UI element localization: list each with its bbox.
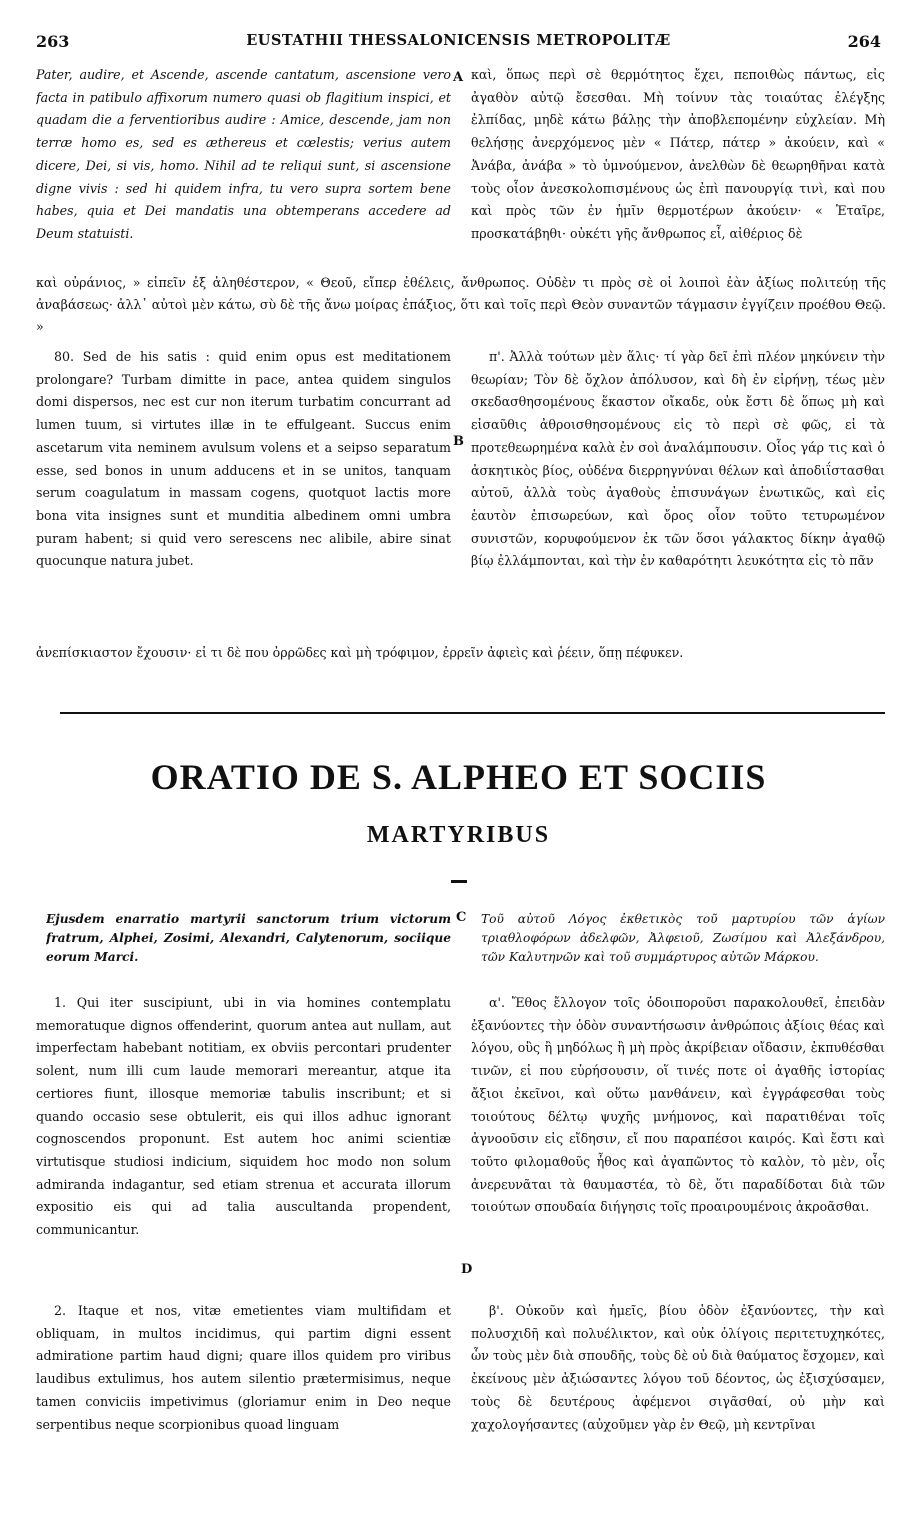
latin-text: 2. Itaque et nos, vitæ emetientes viam multifidam et obliquam, in multos incidimus, qui partim digni essent admiratione partim haud digni; quare illos quidem pro viribus laudibus extulimus, hos autem silentio prætermisimus, neque tamen conviciis impetivimus (gloriamur enim in Deo neque serpentibus neque scorpionibus quoad linguam bbox=[36, 1303, 451, 1432]
page-number-left: 263 bbox=[36, 32, 70, 51]
margin-marker-b: B bbox=[453, 434, 464, 449]
oration-subtitle: MARTYRIBUS bbox=[366, 822, 551, 848]
greek-paragraph-intro bbox=[471, 64, 885, 270]
latin-text: Ejusdem enarratio martyrii sanctorum trium victorum fratrum, Alphei, Zosimi, Alexandri, Calytenorum, sociique eorum Marci. bbox=[46, 912, 451, 964]
greek-text: β'. Οὐκοῦν καὶ ἡμεῖς, βίου ὁδὸν ἐξανύοντες, τὴν καὶ πολυσχιδῆ καὶ πολυέλικτον, καὶ οὐκ ὀλίγοις περιτετυχηκότες, ὧν τοὺς μὲν διὰ σπουδῆς, τοὺς δὲ οὐ διὰ θαύματος ἔσχομεν, καὶ ἐκείνους μὲν ἀξιώσαντες λόγου τοῦ δέοντος, ὡς ἐξισχύσαμεν, τοὺς δὲ δευτέρους ἀφέμενοι σιγᾶσθαί, οὐ μὴν καὶ χαχολογήσαντες (αὐχοῦμεν γὰρ ἐν Θεῷ, μὴ κεντρῖναι bbox=[471, 1303, 885, 1432]
latin-paragraph-1 bbox=[36, 992, 451, 1297]
margin-marker-c: C bbox=[456, 910, 467, 925]
greek-paragraph-1 bbox=[471, 992, 885, 1297]
greek-text: καὶ οὐράνιος, » εἰπεῖν ἐξ ἀληθέστερον, « Θεοῦ, εἴπερ ἐθέλεις, ἄνθρωπος. Οὐδὲν τι πρὸς σὲ οἱ λοιποὶ ἐὰν ἀξίως πολιτεύῃ τῆς ἀναβάσεως· ἀλλ᾽ αὐτοὶ μὲν κάτω, σὺ δὲ τῆς ἄνω μοίρας ἐπάξιος, ὅτι καὶ τοῖς περὶ Θεὸν συναντῶν τάγμασιν ἐγγίζειν προέθου Θεῷ. » bbox=[36, 275, 886, 334]
running-header: EUSTATHII THESSALONICENSIS METROPOLITÆ bbox=[246, 32, 671, 49]
greek-text: α'. Ἔθος ἔλλογον τοῖς ὁδοιποροῦσι παρακολουθεῖ, ἐπειδὰν ἐξανύοντες τὴν ὁδὸν συναντήσωσιν ἀνθρώποις ἀξίοις θέας καὶ λόγου, οὓς ἢ μηδόλως ἢ μὴ πρὸς ἀκρίβειαν οἴδασιν, ἐκπυθέσθαι τινῶν, εἰ που εὑρήσουσιν, οἵ τινές ποτε οἱ ἀγαθῆς ἱστορίας ἄξιοι ἐκεῖνοι, καὶ οὕτω μανθάνειν, καὶ ἐγγράφεσθαι τοὺς τοιούτους δέλτῳ ψυχῆς μνήμονος, καὶ παρατιθέναι τοῖς ἀγνοοῦσιν εἰς εἴδησιν, εἴ που παραπέσοι καιρός. Καὶ ἔστι καὶ τοῦτο φιλομαθοῦς ἦθος καὶ ἀγαπῶντος τὸ καλὸν, τὸ μὲν, οἷς ἀνερευνᾶται τὰ θαυμαστέα, τὸ δὲ, ὅτι παραδίδοται διὰ τῶν τοιούτων σπουδαία διήγησις τοῖς προαιρουμένοις ἀκροᾶσθαι. bbox=[471, 995, 885, 1215]
greek-paragraph-80 bbox=[471, 346, 885, 642]
latin-paragraph-2 bbox=[36, 1300, 451, 1528]
greek-text: ἀνεπίσκιαστον ἔχουσιν· εἰ τι δὲ που ὀρρῶδες καὶ μὴ τρόφιμον, ἐρρεῖν ἀφιεὶς καὶ ῥέειν, ὅπῃ πέφυκεν. bbox=[36, 645, 684, 660]
margin-marker-d: D bbox=[461, 1262, 473, 1277]
latin-text: 80. Sed de his satis : quid enim opus est meditationem prolongare? Turbam dimitte in pace, antea quidem singulos domi dispersos, nec est cur non iterum turbatim concurrant ad lumen tuum, si virtutes illæ in te effulgeant. Succus enim ascetarum vita neminem avulsum volens et a seipso separatum esse, sed bonos in unum adducens et in se unitos, tanquam serum coagulatum in massam cogens, quotquot lactis more bona vita insignes sunt et munditia albedinem omni umbra puram habent; si quid vero serescens nec alibile, abire sinat quocunque natura jubet. bbox=[36, 349, 451, 569]
latin-paragraph-intro bbox=[36, 64, 451, 270]
page-number-right: 264 bbox=[847, 32, 881, 51]
section-divider bbox=[60, 712, 885, 714]
title-dash bbox=[451, 880, 467, 883]
greek-spanning-line-1 bbox=[36, 272, 886, 338]
greek-text: καὶ, ὅπως περὶ σὲ θερμότητος ἔχει, πεποιθὼς πάντως, εἰς ἀγαθὸν αὐτῷ ἔσεσθαι. Μὴ τοίνυν τὰς τοιαύτας ἐλέγξης ἐλπίδας, μηδὲ κάτω βάλῃς τὴν ἀποβλεπομένην εὐχλείαν. Μὴ θελήσῃς ἀνερχόμενος μὲν « Πάτερ, πάτερ » ἀκούειν, καὶ « Ἀνάβα, ἀνάβα » τὸ ὑμνούμενον, ἀνελθὼν δὲ θεωρηθῆναι κατὰ τοὺς οἷον ἀνεσκολοπισμένους ὡς ἐπὶ πανουργίᾳ τινὶ, καὶ που καὶ πρὸς τῶν ἐν ἡμῖν θερμοτέρων ἀκούειν· « Ἑταῖρε, προσκατάβηθι· οὐκέτι γῆς ἄνθρωπος εἶ, αἰθέριος δὲ bbox=[471, 67, 885, 241]
latin-text: 1. Qui iter suscipiunt, ubi in via homines contemplatu memoratuque dignos offenderint, quorum antea aut nullam, aut imperfectam habebant notitiam, ex obviis percontari prudenter solent, num illi cum laude memorari mereantur, atque ita certiores fiunt, illosque memoriæ tabulis inscribunt; et si quando occasio sese obtulerit, eis qui illos adhuc ignorant cognoscendos proponunt. Est autem hoc animi scientiæ virtutisque studiosi indicium, siquidem hoc modo non solum admiranda indagantur, sed etiam strenua et accurata illorum expositio eis qui ad talia auscultanda propendent, communicantur. bbox=[36, 995, 451, 1238]
oration-title: ORATIO DE S. ALPHEO ET SOCIIS bbox=[150, 757, 767, 797]
greek-paragraph-2 bbox=[471, 1300, 885, 1528]
greek-text: Τοῦ αὐτοῦ Λόγος ἐκθετικὸς τοῦ μαρτυρίου τῶν ἁγίων τριαθλοφόρων ἀδελφῶν, Ἀλφειοῦ, Ζωσίμου καὶ Ἀλεξάνδρου, τῶν Καλυτηνῶν καὶ τοῦ συμμάρτυρος αὐτῶν Μάρκου. bbox=[481, 912, 885, 964]
greek-spanning-line-2 bbox=[36, 642, 886, 688]
latin-heading bbox=[46, 910, 451, 970]
latin-text: Pater, audire, et Ascende, ascende cantatum, ascensione vero facta in patibulo affixorum numero quasi ob flagitium inspici, et quadam die a ferventioribus audire : Amice, descende, jam non terræ homo es, sed es æthereus et cœlestis; verius autem dicere, Dei, si vis, homo. Nihil ad te reliqui sunt, si ascensione digne vivis : sed hi quidem infra, tu vero supra sortem bene habes, quia et Dei mandatis una obtemperans accedere ad Deum statuisti. bbox=[36, 67, 451, 241]
greek-heading bbox=[481, 910, 885, 990]
greek-text: π'. Ἀλλὰ τούτων μὲν ἅλις· τί γὰρ δεῖ ἐπὶ πλέον μηκύνειν τὴν θεωρίαν; Τὸν δὲ ὄχλον ἀπόλυσον, καὶ δὴ ἐν εἰρήνῃ, τέως μὲν σκεδασθησομένους ἕκαστον οἴκαδε, οὐκ ἔστι δὲ ὅπως μὴ καὶ εἰσαῦθις ἀθροισθησομένους εἰς τὸ περὶ σὲ φῶς, εἰ τὰ προτεθεωρημένα καλὰ ἐν σοὶ ἀναλάμπουσιν. Οἷος γάρ τις καὶ ὁ ἀσκητικὸς βίος, οὐδένα διερρηγνύναι θέλων καὶ ἀποδιΐστασθαι αὐτοῦ, ἀλλὰ τοὺς ἀγαθοὺς ἐπισυνάγων ἑνωτικῶς, καὶ εἰς ἑαυτὸν ἐπισωρεύων, καὶ ὄρος οἷον τοῦτο τετυρωμένον συνιστῶν, κορυφούμενον ἐκ τῶν ὅσοι γάλακτος δίκην ἀγαθῷ βίῳ ἐλλάμπονται, καὶ τὴν ἐν καθαρότητι λευκότητα εἰς τὸ πᾶν bbox=[471, 349, 885, 569]
margin-marker-a: A bbox=[453, 70, 464, 85]
latin-paragraph-80 bbox=[36, 346, 451, 642]
